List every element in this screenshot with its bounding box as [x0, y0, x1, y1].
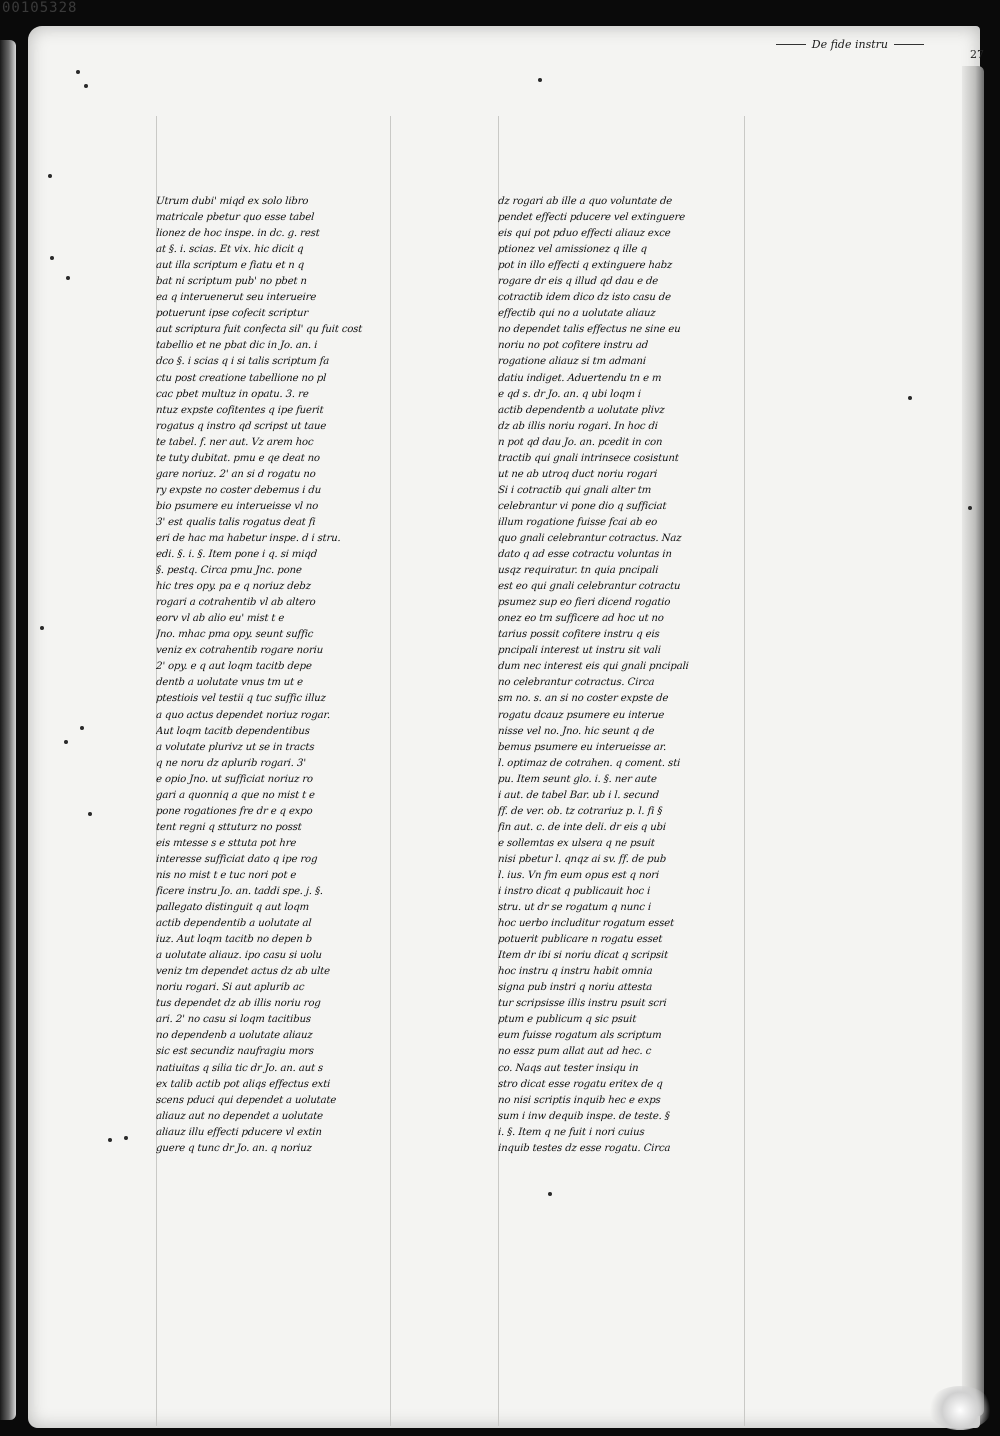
- page-right-edge: [962, 66, 984, 1416]
- left-column-line: sic est secundiz naufragiu mors: [155, 1046, 315, 1058]
- right-column-line: nisse vel no. Jno. hic seunt q de: [497, 725, 655, 737]
- right-column-line: psumez sup eo fieri dicend rogatio: [497, 597, 671, 609]
- folio-number: 27: [970, 48, 984, 61]
- corner-light-glare: [928, 1386, 992, 1430]
- left-column-line: e opio Jno. ut sufficiat noriuz ro: [155, 773, 314, 785]
- right-column-line: pu. Item seunt glo. i. §. ner aute: [497, 773, 658, 785]
- left-column-line: aut illa scriptum e fiatu et n q: [155, 260, 305, 272]
- right-column-line: rogatu dcauz psumere eu interue: [497, 709, 665, 721]
- left-column-line: dco §. i scias q i si talis scriptum fa: [155, 356, 330, 368]
- right-column-line: eum fuisse rogatum als scriptum: [497, 1030, 662, 1042]
- ink-speck: [108, 1138, 112, 1142]
- left-column-line: te tabel. f. ner aut. Vz arem hoc: [155, 436, 314, 448]
- left-column-line: natiuitas q silia tic dr Jo. an. aut s: [155, 1062, 324, 1074]
- right-column-line: actib dependentb a uolutate plivz: [497, 404, 665, 416]
- left-column-line: a volutate plurivz ut se in tracts: [155, 741, 315, 753]
- left-column-line: aliauz aut no dependet a uolutate: [155, 1110, 324, 1122]
- ink-speck: [48, 174, 52, 178]
- right-column-line: ptionez vel amissionez q ille q: [497, 244, 648, 256]
- text-column-left: [156, 194, 392, 1157]
- right-column-line: usqz requiratur. tn quia pncipali: [497, 565, 659, 577]
- right-column-line: tur scripsisse illis instru psuit scri: [497, 998, 667, 1010]
- left-column-line: te tuty dubitat. pmu e qe deat no: [155, 452, 321, 464]
- left-column-line: a uolutate aliauz. ipo casu si uolu: [155, 950, 323, 962]
- right-column-line: pncipali interest ut instru sit vali: [497, 645, 662, 657]
- right-column-line: quo gnali celebrantur cotractus. Naz: [497, 532, 682, 544]
- ink-speck: [80, 726, 84, 730]
- ink-speck: [50, 256, 54, 260]
- marginal-note-text: De fide instru: [811, 38, 888, 51]
- right-column-line: rogatione aliauz si tm admani: [497, 356, 647, 368]
- left-column-line: matricale pbetur quo esse tabel: [155, 212, 315, 224]
- left-column-line: eis mtesse s e sttuta pot hre: [155, 837, 297, 849]
- right-column-line: potuerit publicare n rogatu esset: [497, 934, 663, 946]
- left-column-line: ea q interuenerut seu interueire: [155, 292, 317, 304]
- right-column-line: dz rogari ab ille a quo voluntate de: [497, 196, 673, 207]
- right-column-line: l. ius. Vn fm eum opus est q nori: [497, 869, 660, 881]
- right-column-line: ut ne ab utroq duct noriu rogari: [497, 468, 658, 480]
- left-column-line: iuz. Aut loqm tacitb no depen b: [155, 934, 313, 946]
- left-column-line: bat ni scriptum pub' no pbet n: [155, 276, 308, 288]
- left-column-line: Utrum dubi' miqd ex solo libro: [155, 196, 309, 207]
- left-column-line: ficere instru Jo. an. taddi spe. j. §.: [155, 886, 324, 898]
- left-column-line: §. pestq. Circa pmu Jnc. pone: [155, 565, 303, 577]
- manuscript-page: [28, 26, 984, 1428]
- right-column-line: no nisi scriptis inquib hec e exps: [497, 1094, 661, 1106]
- text-column-right: [498, 194, 734, 1157]
- right-column-line: tractib qui gnali intrinsece cosistunt: [497, 452, 680, 464]
- left-column-line: veniz ex cotrahentib rogare noriu: [155, 645, 324, 657]
- right-column-line: cotractib idem dico dz isto casu de: [497, 292, 672, 304]
- right-column-line: illum rogatione fuisse fcai ab eo: [497, 516, 658, 528]
- left-column-line: gari a quonniq a que no mist t e: [155, 789, 316, 801]
- left-column-line: no dependenb a uolutate aliauz: [155, 1030, 313, 1042]
- header-dash-left: [776, 44, 806, 45]
- left-column-line: lionez de hoc inspe. in dc. g. rest: [155, 228, 320, 240]
- left-column-line: rogari a cotrahentib vl ab altero: [155, 597, 316, 609]
- right-column-line: signa pub instri q noriu attesta: [497, 982, 653, 994]
- left-column-line: aut scriptura fuit confecta sil' qu fuit cost: [155, 324, 363, 336]
- left-column-line: Aut loqm tacitb dependentibus: [155, 725, 311, 737]
- right-column-line: no dependet talis effectus ne sine eu: [497, 324, 681, 336]
- right-column-line: datiu indiget. Aduertendu tn e m: [497, 372, 662, 384]
- right-column-line: no essz pum allat aut ad hec. c: [497, 1046, 652, 1058]
- left-column-line: pallegato distinguit q aut loqm: [155, 902, 310, 914]
- right-column-line: dum nec interest eis qui gnali pncipali: [497, 661, 690, 673]
- right-column-line: celebrantur vi pone dio q sufficiat: [497, 500, 667, 512]
- left-column-line: ari. 2' no casu si loqm tacitibus: [155, 1014, 312, 1026]
- right-column-line: n pot qd dau Jo. an. pcedit in con: [497, 436, 663, 448]
- right-column-line: onez eo tm sufficere ad hoc ut no: [497, 613, 665, 625]
- right-column-line: tarius possit cofitere instru q eis: [497, 629, 660, 641]
- right-column-line: co. Naqs aut tester insiqu in: [497, 1062, 639, 1074]
- left-column-line: eri de hac ma habetur inspe. d i stru.: [155, 532, 341, 544]
- right-column-line: est eo qui gnali celebrantur cotractu: [497, 581, 681, 593]
- right-column-line: sum i inw dequib inspe. de teste. §: [497, 1110, 671, 1122]
- left-column-line: actib dependentib a uolutate al: [155, 918, 312, 930]
- right-column-line: hoc uerbo includitur rogatum esset: [497, 918, 675, 930]
- right-column-line: e qd s. dr Jo. an. q ubi loqm i: [497, 388, 642, 400]
- ink-speck: [64, 740, 68, 744]
- ink-speck: [84, 84, 88, 88]
- left-column-line: eorv vl ab alio eu' mist t e: [155, 613, 285, 625]
- right-column-line: hoc instru q instru habit omnia: [497, 966, 653, 978]
- right-column-line: l. optimaz de cotrahen. q coment. sti: [497, 757, 681, 769]
- left-column-line: potuerunt ipse cofecit scriptur: [155, 308, 309, 320]
- right-column-line: fin aut. c. de inte deli. dr eis q ubi: [497, 821, 667, 833]
- ink-speck: [968, 506, 972, 510]
- right-column-line: dato q ad esse cotractu voluntas in: [497, 549, 673, 561]
- left-column-line: noriu rogari. Si aut aplurib ac: [155, 982, 305, 994]
- left-column-line: edi. §. i. §. Item pone i q. si miqd: [155, 549, 318, 561]
- ink-speck: [548, 1192, 552, 1196]
- right-column-line: ptum e publicum q sic psuit: [497, 1014, 637, 1026]
- ink-speck: [76, 70, 80, 74]
- right-column-line: dz ab illis noriu rogari. In hoc di: [497, 420, 659, 432]
- left-column-line: a quo actus dependet noriuz rogar.: [155, 709, 331, 721]
- header-dash-right: [894, 44, 924, 45]
- right-column-line: pendet effecti pducere vel extinguere: [497, 212, 686, 224]
- left-column-line: ex talib actib pot aliqs effectus exti: [155, 1078, 331, 1090]
- ink-speck: [88, 812, 92, 816]
- left-column-line: rogatus q instro qd scripst ut taue: [155, 420, 327, 432]
- right-column-line: Si i cotractib qui gnali alter tm: [497, 484, 652, 496]
- left-column-line: aliauz illu effecti pducere vl extin: [155, 1126, 323, 1138]
- right-column-line: rogare dr eis q illud qd dau e de: [497, 276, 659, 288]
- left-column-line: gare noriuz. 2' an si d rogatu no: [155, 468, 316, 480]
- left-column-line: ntuz expste cofitentes q ipe fuerit: [155, 404, 324, 416]
- ink-speck: [124, 1136, 128, 1140]
- film-id-label: 00105328: [2, 0, 78, 16]
- right-column-line: e sollemtas ex ulsera q ne psuit: [497, 837, 656, 849]
- left-column-line: nis no mist t e tuc nori pot e: [155, 869, 297, 881]
- ink-speck: [908, 396, 912, 400]
- right-column-line: eis qui pot pduo effecti aliauz exce: [497, 228, 671, 240]
- left-column-line: tus dependet dz ab illis noriu rog: [155, 998, 322, 1010]
- right-column-line: inquib testes dz esse rogatu. Circa: [497, 1142, 671, 1154]
- right-column-line: i aut. de tabel Bar. ub i l. secund: [497, 789, 660, 801]
- left-column-line: cac pbet multuz in opatu. 3. re: [155, 388, 309, 400]
- left-column-line: 2' opy. e q aut loqm tacitb depe: [155, 661, 313, 673]
- marginal-header-note: [776, 38, 924, 51]
- left-column-line: ptestiois vel testii q tuc suffic illuz: [155, 693, 327, 705]
- left-column-line: pone rogationes fre dr e q expo: [155, 805, 313, 817]
- right-column-line: sm no. s. an si no coster expste de: [497, 693, 669, 705]
- ruling-line-right-2: [744, 116, 745, 1426]
- right-column-line: i. §. Item q ne fuit i nori cuius: [497, 1126, 645, 1138]
- left-column-line: dentb a uolutate vnus tm ut e: [155, 677, 304, 689]
- ink-speck: [66, 276, 70, 280]
- left-page-edge: [0, 40, 16, 1420]
- right-column-line: no celebrantur cotractus. Circa: [497, 677, 655, 689]
- right-column-line: stro dicat esse rogatu eritex de q: [497, 1078, 664, 1090]
- left-column-line: ry expste no coster debemus i du: [155, 484, 322, 496]
- left-column-line: at §. i. scias. Et vix. hic dicit q: [155, 244, 304, 256]
- left-column-line: interesse sufficiat dato q ipe rog: [155, 853, 318, 865]
- right-column-line: pot in illo effecti q extinguere habz: [497, 260, 673, 272]
- right-column-line: noriu no pot cofitere instru ad: [497, 340, 649, 352]
- right-column-line: effectib qui no a uolutate aliauz: [497, 308, 656, 320]
- left-column-line: tabellio et ne pbat dic in Jo. an. i: [155, 340, 318, 352]
- left-column-line: guere q tunc dr Jo. an. q noriuz: [155, 1142, 313, 1154]
- right-column-line: i instro dicat q publicauit hoc i: [497, 886, 651, 898]
- left-column-line: scens pduci qui dependet a uolutate: [155, 1094, 337, 1106]
- right-column-line: stru. ut dr se rogatum q nunc i: [497, 902, 652, 914]
- left-column-line: hic tres opy. pa e q noriuz debz: [155, 581, 312, 593]
- left-column-line: Jno. mhac pma opy. seunt suffic: [155, 629, 314, 641]
- right-column-line: nisi pbetur l. qnqz ai sv. ff. de pub: [497, 853, 667, 865]
- right-column-line: bemus psumere eu interueisse ar.: [497, 741, 667, 753]
- ink-speck: [538, 78, 542, 82]
- ink-speck: [40, 626, 44, 630]
- left-column-line: ctu post creatione tabellione no pl: [155, 372, 327, 384]
- left-column-line: 3' est qualis talis rogatus deat fi: [155, 516, 316, 528]
- right-column-line: ff. de ver. ob. tz cotrariuz p. l. fi §: [497, 805, 663, 817]
- left-column-line: q ne noru dz aplurib rogari. 3': [155, 757, 307, 769]
- left-column-line: tent regni q sttuturz no posst: [155, 821, 303, 833]
- left-column-line: veniz tm dependet actus dz ab ulte: [155, 966, 331, 978]
- right-column-line: Item dr ibi si noriu dicat q scripsit: [497, 950, 669, 962]
- left-column-line: bio psumere eu interueisse vl no: [155, 500, 319, 512]
